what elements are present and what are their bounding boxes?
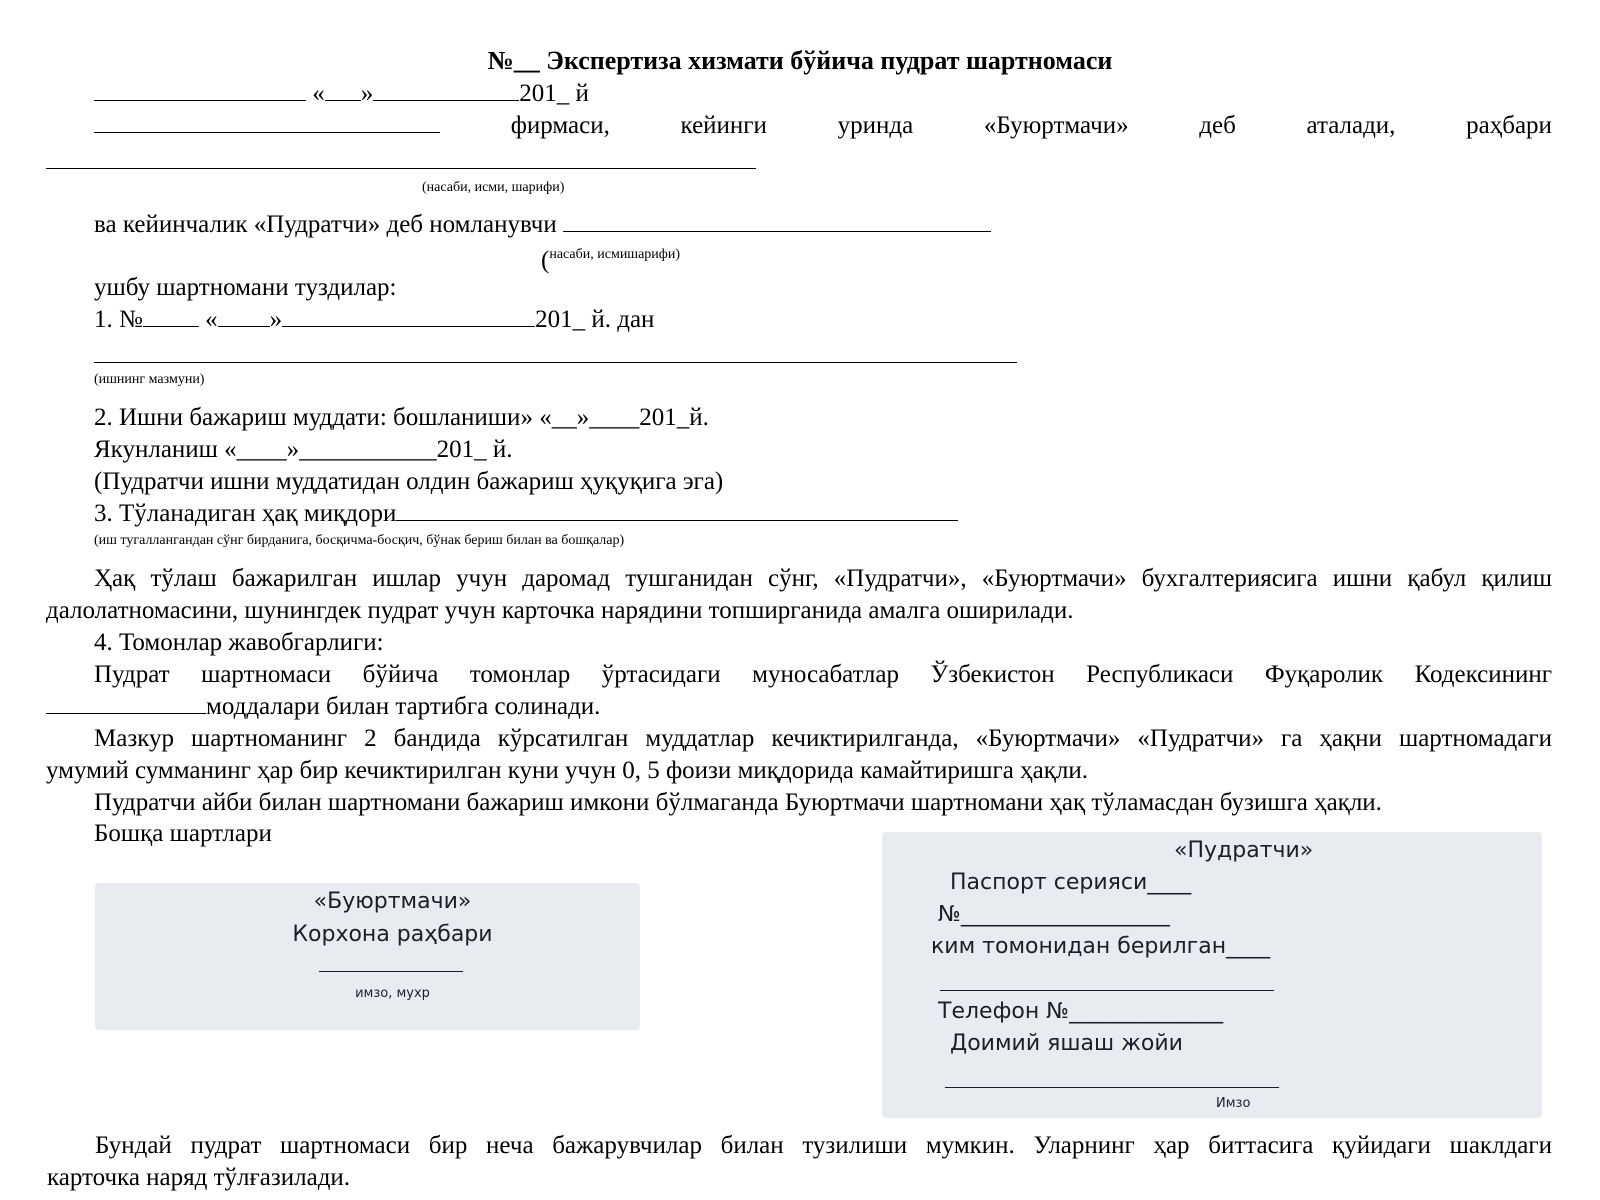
contractor-name-blank[interactable] <box>563 211 991 232</box>
city-blank[interactable] <box>94 80 306 101</box>
concluded-text: ушбу шартномани туздилар: <box>94 274 397 301</box>
month-blank[interactable] <box>373 80 519 101</box>
articles-blank[interactable] <box>46 693 206 714</box>
clause3-caption: (иш тугаллангандан сўнг бирданига, босқичма-босқич, бўнак бериш билан ва бошқалар) <box>94 533 625 548</box>
phone-field[interactable]: Телефон №______________ <box>938 999 1224 1024</box>
firm-name-blank[interactable] <box>94 112 440 133</box>
address-field[interactable]: Доимий яшаш жойи <box>950 1031 1183 1056</box>
date-line: « » 201_ й <box>94 78 589 110</box>
work-content-blank[interactable] <box>94 362 1017 363</box>
contractor-signature-blank[interactable] <box>945 1087 1279 1088</box>
contractor-box-title: «Пудратчи» <box>1174 838 1314 863</box>
clause2-note: (Пудратчи ишни муддатидан олдин бажариш ҳуқуқига эга) <box>94 468 724 495</box>
clause4-p3: Пудратчи айби билан шартномани бажариш имкони бўлмаганда Буюртмачи шартномани ҳақ тўламасдан бузишга ҳақли. <box>94 789 1382 816</box>
head-name-blank[interactable] <box>46 168 756 169</box>
contractor-signature-caption: Имзо <box>1216 1096 1251 1111</box>
clause3-line: 3. Тўланадиган ҳақ миқдори <box>94 498 958 530</box>
head-name-caption: (насаби, исми, шарифи) <box>422 180 565 195</box>
clause4-p2-line1: Мазкур шартноманинг 2 бандида кўрсатилган муддатлар кечиктирилганда, «Буюртмачи» «Пудратчи» га ҳақни шартномадаги <box>94 725 1552 752</box>
intro-line: фирмаси, кейинги уринда «Буюртмачи» деб аталади, раҳбари <box>94 110 1552 142</box>
footer-line1: Бундай пудрат шартномаси бир неча бажарувчилар билан тузилиши мумкин. Уларнинг ҳар биттасига қуйидаги шаклдаги <box>95 1132 1552 1159</box>
customer-signature-blank[interactable] <box>319 971 463 972</box>
issued-by-blank[interactable] <box>940 990 1274 991</box>
clause1-day-blank[interactable] <box>218 306 270 327</box>
clause4-p2-line2: умумий сумманинг ҳар бир кечиктирилган куни учун 0, 5 фоизи миқдорида камайтиришга ҳақли. <box>46 757 1088 784</box>
clause4-p1-line1: Пудрат шартномаси бўйича томонлар ўртасидаги муносабатлар Ўзбекистон Республикаси Фуқаролик Кодексининг <box>94 661 1552 688</box>
contractor-line: ва кейинчалик «Пудратчи» деб номланувчи <box>94 209 991 241</box>
customer-signature-box <box>95 883 640 1030</box>
issued-by-field[interactable]: ким томонидан берилган____ <box>931 934 1271 959</box>
other-conditions-label: Бошқа шартлари <box>94 820 272 847</box>
contractor-details-box <box>882 832 1542 1118</box>
clause4-p1-line2: моддалари билан тартибга солинади. <box>46 691 600 723</box>
payment-line2: далолатномасини, шунингдек пудрат учун карточка нарядини топширганида амалга оширилади. <box>46 597 1074 624</box>
customer-box-subtitle: Корхона раҳбари <box>292 922 493 947</box>
passport-number-field[interactable]: №___________________ <box>938 902 1170 927</box>
year-text: 201_ й <box>519 80 589 107</box>
payment-line1: Ҳақ тўлаш бажарилган ишлар учун даромад тушганидан сўнг, «Пудратчи», «Буюртмачи» бухгалтериясига ишни қабул қилиш <box>94 565 1552 592</box>
work-content-caption: (ишнинг мазмуни) <box>94 372 205 387</box>
clause1-number-blank[interactable] <box>143 306 199 327</box>
clause4-label: 4. Томонлар жавобгарлиги: <box>94 629 384 656</box>
document-title: №__ Экспертиза хизмати бўйича пудрат шартномаси <box>487 46 1113 75</box>
clause1-line: 1. № « » 201_ й. дан <box>94 306 655 333</box>
day-blank[interactable] <box>325 80 361 101</box>
contractor-caption: (насаби, исмишарифи) <box>541 247 681 274</box>
clause2-end: Якунланиш «____»___________201_ й. <box>94 436 513 463</box>
customer-box-title: «Буюртмачи» <box>313 889 472 914</box>
passport-series-field[interactable]: Паспорт серияси____ <box>950 870 1192 895</box>
footer-line2: карточка наряд тўлғазилади. <box>47 1164 351 1191</box>
clause2-start: 2. Ишни бажариш муддати: бошланиши» «__»____201_й. <box>94 404 709 431</box>
payment-amount-blank[interactable] <box>396 500 958 521</box>
customer-sign-caption: имзо, мухр <box>355 986 430 1001</box>
clause1-month-blank[interactable] <box>282 306 535 327</box>
